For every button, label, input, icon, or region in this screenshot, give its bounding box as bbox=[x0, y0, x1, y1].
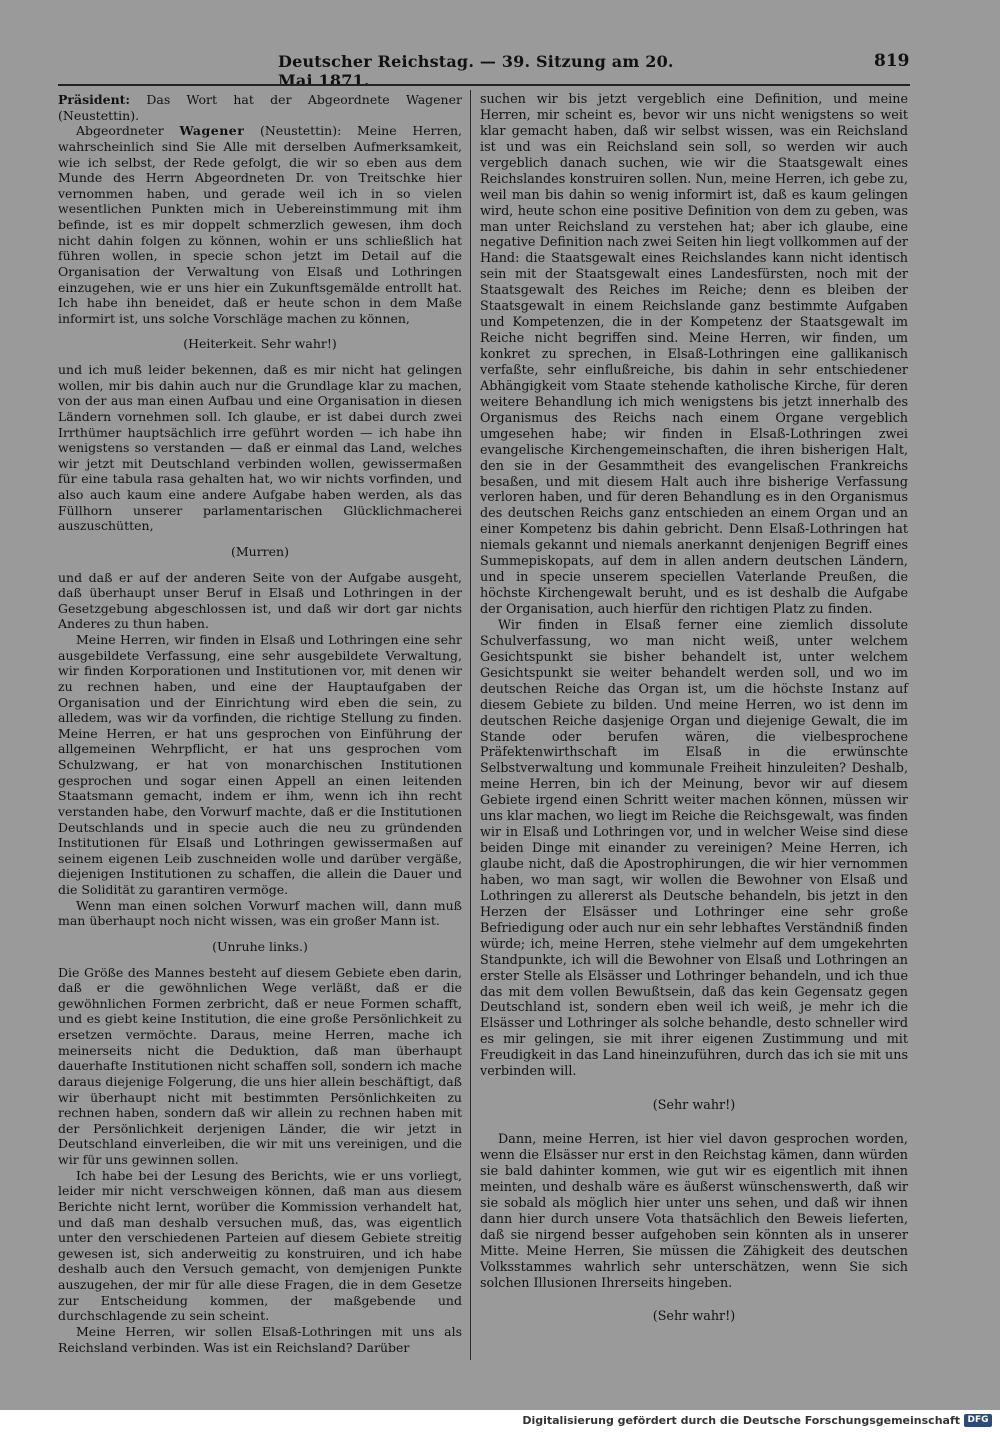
page-header bbox=[0, 0, 1000, 90]
left-column bbox=[58, 92, 462, 1355]
running-title: Deutscher Reichstag. — 39. Sitzung am 20. Mai 1871. bbox=[278, 52, 674, 90]
paragraph: suchen wir bis jetzt vergeblich eine Definition, und meine Herren, mir scheint es, bevor wir uns nicht wenigstens so weit klar gemacht haben, daß wir selbst wissen, was ein Reichsland ist und was ein Reichsland sein soll, so werden wir auch vergeblich danach suchen, wie wir die Staatsgewalt eines Reichslandes konstruiren sollen. Nun, meine Herren, ich gebe zu, weil man bis dahin so wenig informirt ist, daß es kaum gelingen wird, heute schon eine positive Definition von dem zu geben, was man unter Reichsland zu verstehen hat; aber ich glaube, eine negative Definition nach zwei Seiten hin liegt vollkommen auf der Hand: die Staatsgewalt eines Reichslandes kann nicht identisch sein mit der Staatsgewalt eines Landesfürsten, noch mit der Staatsgewalt des Reiches im Reiche; denn es bleiben der Staatsgewalt in einem Reichslande ganz bestimmte Aufgaben und Kompetenzen, die in der Kompetenz der Staatsgewalt im Reiche nicht begriffen sind. Meine Herren, wir finden, um konkret zu sprechen, in Elsaß-Lothringen eine gallikanisch verfaßte, sehr einflußreiche, bis dahin in sehr entschiedener Abhängigkeit vom Staate stehende katholische Kirche, für deren weitere Behandlung ich mich wenigstens bis jetzt innerhalb des Organismus des Reichs nach einem Organe vergeblich umgesehen habe; wir finden in Elsaß-Lothringen zwei evangelische Kirchengemeinschaften, die ihren bisherigen Halt, den sie in der Gesammtheit des evangelischen Frankreichs besaßen, und mit diesem Halt auch ihre bisherige Verfassung verloren haben, und für deren Behandlung es in den Organismus des deutschen Reichs ganz entschieden an einem Organ und an einer Kompetenz bis dahin gebricht. Denn Elsaß-Lothringen hat niemals gekannt und niemals anerkannt denjenigen Begriff eines Summepiskopats, auf dem in allen andern deutschen Ländern, und in specie unserem speciellen Vaterlande Preußen, die höchste Kirchengewalt beruht, und es ist deshalb die Aufgabe der Organisation, auch hierfür den richtigen Platz zu finden. bbox=[480, 92, 908, 617]
interjection: (Heiterkeit. Sehr wahr!) bbox=[183, 336, 337, 352]
paragraph bbox=[58, 92, 462, 123]
speaker-label: Präsident: bbox=[58, 92, 131, 107]
interjection: (Sehr wahr!) bbox=[652, 1309, 736, 1325]
paragraph: Ich habe bei der Lesung des Berichts, wie er uns vorliegt, leider mir nicht verschweigen können, daß man aus diesem Berichte nicht lernt, worüber die Kommission verhandelt hat, und daß man deshalb versuchen muß, das, was eigentlich unter den verschiedenen Parteien auf diesem Gebiete streitig gewesen ist, sich anderweitig zu konstruiren, und ich habe deshalb auch den Versuch gemacht, von demjenigen Punkte auszugehen, der mir für alle diese Fragen, die in dem Gesetze zur Entscheidung kommen, der maßgebende und durchschlagende zu sein scheint. bbox=[58, 1167, 462, 1324]
column-divider bbox=[470, 90, 471, 1360]
paragraph-text: Das Wort hat der Abgeordnete Wagener (Neustettin). bbox=[58, 92, 462, 123]
interjection: (Sehr wahr!) bbox=[652, 1098, 736, 1114]
header-rule bbox=[58, 84, 910, 86]
paragraph: Wir finden in Elsaß ferner eine ziemlich dissolute Schulverfassung, wo man nicht weiß, unter welchem Gesichtspunkt sie bisher behandelt ist, unter welchem Gesichtspunkt sie weiter behandelt werden soll, und wo im deutschen Reiche das Organ ist, um die höchste Instanz auf diesem Gebiete zu bilden. Und meine Herren, wo ist denn im deutschen Reiche dasjenige Organ und diejenige Gewalt, die im Stande oder berufen wären, die vielbesprochene Präfektenwirthschaft im Elsaß in die erwünschte Selbstverwaltung und kommunale Freiheit hinzuleiten? Deshalb, meine Herren, bin ich der Meinung, bevor wir auf diesem Gebiete irgend einen Schritt weiter machen können, müssen wir uns klar machen, wo liegt im Reiche die Reichsgewalt, was finden wir in Elsaß und Lothringen vor, und in welcher Weise sind diese beiden Dinge mit einander zu vereinigen? Meine Herren, ich glaube nicht, daß die Apostrophirungen, die wir hier vernommen haben, wo man sagt, wir wollen die Bewohner von Elsaß und Lothringen zu allererst als Deutsche behandeln, bis jetzt in den Herzen der Elsässer und Lothringer eine sehr große Befriedigung oder auch nur ein sehr lebhaftes Verständniß finden würde; ich, meine Herren, stehe vielmehr auf dem umgekehrten Standpunkte, ich will die Bewohner von Elsaß und Lothringen an erster Stelle als Elsässer und Lothringer behandeln, und ich thue das mit dem vollen Bewußtsein, daß das kein Gegensatz gegen Deutschland ist, sondern eben weil ich weiß, je mehr ich die Elsässer und Lothringer als solche behandle, desto schneller wird es mir gelingen, sie mit ihrer eigenen Zustimmung und mit Freudigkeit in das Land hineinzuführen, durch das ich sie mit uns verbinden will. bbox=[480, 617, 908, 1080]
paragraph: Dann, meine Herren, ist hier viel davon gesprochen worden, wenn die Elsässer nur erst in den Reichstag kämen, dann würden sie bald dahinter kommen, wie gut wir es eigentlich mit ihnen meinten, und deshalb wäre es äußerst wünschenswerth, daß wir sie sobald als möglich hier unter uns sehen, und daß wir ihnen dann hier durch unsere Vota thatsächlich den Beweis lieferten, daß sie nirgend besser aufgehoben sein könnten als in unserer Mitte. Meine Herren, Sie müssen die Zähigkeit des deutschen Volksstammes wahrlich sehr unterschätzen, wenn Sie sich solchen Illusionen Ihrerseits hingeben. bbox=[480, 1132, 908, 1291]
paragraph: und ich muß leider bekennen, daß es mir nicht hat gelingen wollen, mir bis dahin auch nur die Grundlage klar zu machen, von der aus man einen Aufbau und eine Organisation in diesen Ländern vornehmen soll. Ich glaube, er ist dabei durch zwei Irrthümer hauptsächlich irre geführt worden — ich habe ihn wenigstens so verstanden — daß er einmal das Land, welches wir jetzt mit Deutschland verbinden wollen, gewissermaßen für eine tabula rasa gehalten hat, wo wir nichts vorfinden, und also auch kaum eine andere Aufgabe haben werden, als das Füllhorn unserer parlamentarischen Glücklichmacherei auszuschütten, bbox=[58, 362, 462, 534]
paragraph: Meine Herren, wir finden in Elsaß und Lothringen eine sehr ausgebildete Verfassung, eine sehr ausgebildete Verwaltung, wir finden Korporationen und Institutionen vor, mit denen wir zu rechnen haben, und eine der Hauptaufgaben der Organisation und der Einrichtung wird eben die sein, zu alledem, was wir da vorfinden, die richtige Stellung zu finden. Meine Herren, er hat uns gesprochen von Einführung der allgemeinen Wehrpflicht, er hat uns gesprochen vom Schulzwang, er hat von monarchischen Institutionen gesprochen und sogar einen Appell an einen leitenden Staatsmann gemacht, indem er ihm, wenn ich ihn recht verstanden habe, den Vorwurf machte, daß er die Institutionen Deutschlands und in specie auch die neu zu gründenden Institutionen für Elsaß und Lothringen gewissermaßen auf seinem eigenen Leib zuschneiden wolle und darüber vergäße, diejenigen Institutionen zu schaffen, die allein die Dauer und die Solidität zu garantiren vermöge. bbox=[58, 632, 462, 897]
speaker-name: Wagener bbox=[179, 123, 245, 139]
paragraph: Meine Herren, wir sollen Elsaß-Lothringen mit uns als Reichsland verbinden. Was ist ein Reichsland? Darüber bbox=[58, 1323, 462, 1355]
interjection: (Unruhe links.) bbox=[212, 938, 308, 954]
paragraph-text: (Neustettin): Meine Herren, wahrscheinlich sind Sie Alle mit derselben Aufmerksamkeit, wie ich selbst, der Rede gefolgt, die wir so eben aus dem Munde des Herrn Abgeordneten Dr. von Treitschke hier vernommen haben, und gerade weil ich in so vielen wesentlichen Punkten mich in Uebereinstimmung mit ihm befinde, ist es mir doppelt schmerzlich gewesen, ihm doch nicht dahin folgen zu können, wohin er uns schließlich hat führen wollen, in specie schon jetzt im Detail auf die Organisation der Verwaltung von Elsaß und Lothringen einzugehen, wie er uns hier ein Zukunftsgemälde entrollt hat. Ich habe ihn beneidet, daß er heute schon in dem Maße informirt ist, uns solche Vorschläge machen zu können, bbox=[58, 123, 462, 326]
speaker-intro: Abgeordneter bbox=[76, 123, 164, 139]
paragraph: Wenn man einen solchen Vorwurf machen will, dann muß man überhaupt noch nicht wissen, was ein großer Mann ist. bbox=[58, 897, 462, 929]
right-column bbox=[480, 92, 908, 1343]
funding-credit: Digitalisierung gefördert durch die Deutsche Forschungsgemeinschaft bbox=[522, 1414, 960, 1427]
paragraph: und daß er auf der anderen Seite von der Aufgabe ausgeht, daß überhaupt unser Beruf in Elsaß und Lothringen in der Gesetzgebung abgeschlossen ist, und daß wir dort gar nichts Anderes zu thun haben. bbox=[58, 569, 462, 632]
digitization-footer bbox=[0, 1410, 1000, 1432]
interjection: (Murren) bbox=[230, 543, 289, 559]
dfg-logo: DFG bbox=[964, 1414, 992, 1427]
paragraph bbox=[58, 123, 462, 326]
page-number: 819 bbox=[874, 51, 910, 71]
paragraph: Die Größe des Mannes besteht auf diesem Gebiete eben darin, daß er die gewöhnlichen Wege verläßt, daß er die gewöhnlichen Formen zerbricht, daß er neue Formen schafft, und es giebt keine Institution, die eine große Persönlichkeit zu ersetzen vermöchte. Daraus, meine Herren, mache ich meinerseits nicht die Deduktion, daß man überhaupt dauerhafte Institutionen nicht schaffen soll, sondern ich mache daraus diejenige Folgerung, die uns hier allein beschäftigt, daß wir überhaupt nicht mit bestimmten Persönlichkeiten zu rechnen haben, sondern daß wir allein zu rechnen haben mit der Persönlichkeit derjenigen Länder, die wir jetzt in Deutschland einverleiben, die wir mit uns vereinigen, und die wir für uns gewinnen sollen. bbox=[58, 964, 462, 1167]
